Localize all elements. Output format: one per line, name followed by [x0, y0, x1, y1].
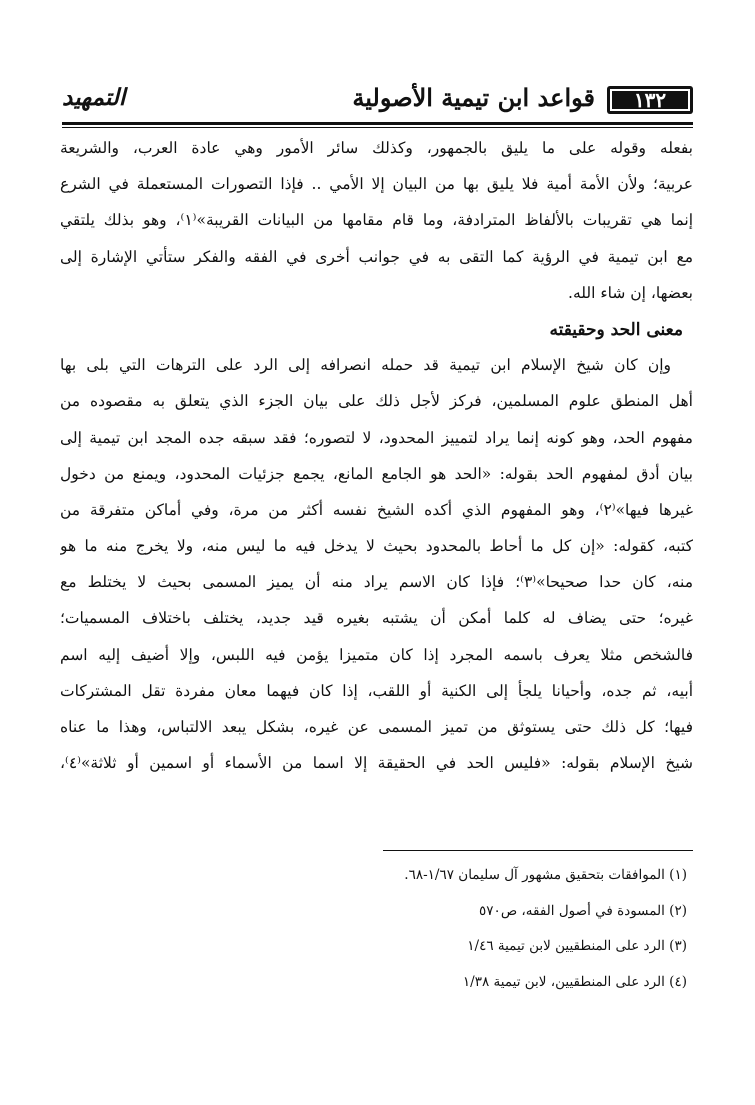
main-text [60, 130, 693, 781]
footnote: (١) الموافقات بتحقيق مشهور آل سليمان ١/٦٧-٦٨. [404, 867, 687, 883]
text-line: أهل المنطق علوم المسلمين، فركز لأجل ذلك على بيان الجزء الذي يتعلق به مقصوده من [60, 392, 693, 411]
footnote: (٤) الرد على المنطقيين، لابن تيمية ١/٣٨ [462, 973, 687, 990]
text-line: مفهوم الحد، وهو كونه إنما يراد لتمييز المحدود، لا لتصوره؛ فقد سبقه جده المجد ابن تيمية إلى [60, 428, 693, 447]
text-line: بعضها، إن شاء الله. [568, 283, 693, 302]
text-line: كتبه، كقوله: «إن كل ما أحاط بالمحدود بحيث لا يدخل فيه ما ليس منه، ولا يخرج منه ما هو [60, 537, 693, 556]
book-title: قواعد ابن تيمية الأصولية [352, 83, 595, 112]
text-line: غيرها فيها»⁽٢⁾، وهو المفهوم الذي أكده الشيخ نفسه أكثر من مرة، وفي أماكن متفرقة من [60, 500, 693, 519]
page-number: ١٣٢ [607, 86, 693, 114]
header-rule-thin [62, 127, 693, 128]
footnote: (٣) الرد على المنطقيين لابن تيمية ١/٤٦ [467, 938, 687, 954]
text-line: منه، كان حدا صحيحا»⁽٣⁾؛ فإذا كان الاسم يراد منه أن يميز المسمى بحيث لا يختلط مع [60, 573, 693, 592]
header-rule [62, 122, 693, 125]
text-line: إنما هي تقريبات بالألفاظ المترادفة، وما قام مقامها من البيانات القريبة»⁽١⁾، وهو بذلك يلتقي [60, 211, 693, 230]
footnotes [200, 858, 687, 1000]
text-line: فيها؛ كل ذلك حتى يستوثق من تميز المسمى عن غيره، بشكل يبعد الالتباس، وهذا ما عناه [60, 718, 693, 736]
footnote-separator [383, 850, 693, 851]
footnote: (٢) المسودة في أصول الفقه، ص٥٧٠ [479, 902, 687, 919]
text-line: مع ابن تيمية في الرؤية كما التقى به في جوانب أخرى في الفقه والفكر ستأتي الإشارة إلى [60, 247, 693, 266]
page-header [62, 78, 693, 120]
text-line: شيخ الإسلام بقوله: «فليس الحد في الحقيقة إلا اسما من الأسماء أو اسمين أو ثلاثة»⁽٤⁾، [60, 754, 693, 773]
section-title: التمهيد [62, 84, 126, 111]
text-line: غيره؛ حتى يضاف له كلما أمكن أن يشتبه بغيره قيد جديد، يختلف باختلاف المسميات؛ [60, 609, 693, 628]
section-heading: معنى الحد وحقيقته [549, 319, 683, 340]
text-line: أبيه، ثم جده، وأحيانا يلجأ إلى الكنية أو اللقب، إذا كان فيهما معان مفردة تقل المشتركات [60, 681, 693, 700]
text-line: فالشخص مثلا يعرف باسمه المجرد إذا كان متميزا يؤمن فيه اللبس، وإلا أضيف إليه اسم [60, 645, 693, 664]
text-line: بيان أدق لمفهوم الحد بقوله: «الحد هو الجامع المانع، يجمع جزئيات المحدود، ويمنع من دخول [60, 464, 693, 483]
text-line: وإن كان شيخ الإسلام ابن تيمية قد حمله انصرافه إلى الرد على الترهات التي بلى بها [60, 356, 671, 375]
text-line: بفعله وقوله على ما يليق بالجمهور، وكذلك سائر الأمور وهي عادة العرب، والشريعة [60, 139, 693, 157]
text-line: عربية؛ ولأن الأمة أمية فلا يليق بها من البيان إلا الأمي .. فإذا التصورات المستعملة في الشرع [60, 175, 693, 194]
